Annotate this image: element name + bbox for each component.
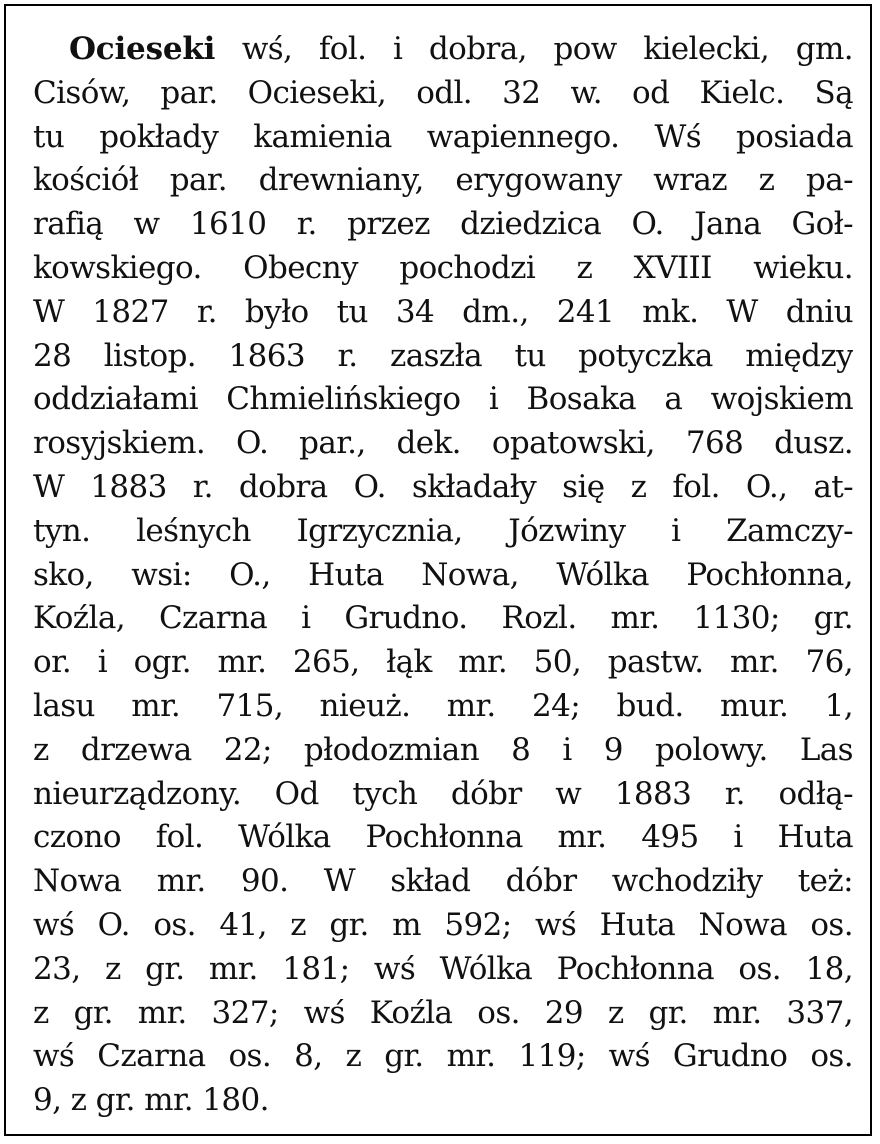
entry-line: kowskiego. Obecny pochodzi z XVIII wieku.	[33, 249, 853, 286]
entry-headword: Ocieseki	[69, 31, 216, 67]
entry-line: W 1827 r. było tu 34 dm., 241 mk. W dniu	[33, 293, 853, 330]
entry-line: tyn. leśnych Igrzycznia, Józwiny i Zamczy-	[33, 512, 853, 549]
entry-line: z drzewa 22; płodozmian 8 i 9 polowy. Las	[33, 731, 853, 768]
entry-line: z gr. mr. 327; wś Koźla os. 29 z gr. mr. 337,	[33, 994, 853, 1031]
entry-line-text: wś, fol. i dobra, pow kielecki, gm.	[215, 31, 853, 67]
entry-line: kościół par. drewniany, erygowany wraz z pa-	[33, 162, 853, 199]
entry-line: Cisów, par. Ocieseki, odl. 32 w. od Kielc. Są	[33, 74, 853, 111]
entry-line: lasu mr. 715, nieuż. mr. 24; bud. mur. 1,	[33, 687, 853, 724]
entry-line: rosyjskiem. O. par., dek. opatowski, 768 dusz.	[33, 425, 853, 462]
document-page	[4, 4, 872, 1136]
entry-line: or. i ogr. mr. 265, łąk mr. 50, pastw. mr. 76,	[33, 644, 853, 681]
entry-line: 23, z gr. mr. 181; wś Wólka Pochłonna os. 18,	[33, 950, 853, 987]
entry-line: sko, wsi: O., Huta Nowa, Wólka Pochłonna,	[33, 556, 853, 593]
entry-line: 9, z gr. mr. 180.	[33, 1082, 269, 1119]
entry-line: tu pokłady kamienia wapiennego. Wś posiada	[33, 118, 853, 155]
entry-line: rafią w 1610 r. przez dziedzica O. Jana Goł-	[33, 206, 853, 243]
entry-line: Nowa mr. 90. W skład dóbr wchodziły też:	[33, 863, 853, 900]
entry-line: wś O. os. 41, z gr. m 592; wś Huta Nowa os.	[33, 906, 853, 943]
entry-line: Koźla, Czarna i Grudno. Rozl. mr. 1130; gr.	[33, 600, 853, 637]
entry-line: nieurządzony. Od tych dóbr w 1883 r. odłą-	[33, 775, 853, 812]
entry-line	[33, 28, 853, 72]
entry-line: wś Czarna os. 8, z gr. mr. 119; wś Grudno os.	[33, 1038, 853, 1075]
entry-line: W 1883 r. dobra O. składały się z fol. O., at-	[33, 468, 853, 505]
entry-line: oddziałami Chmielińskiego i Bosaka a wojskiem	[33, 381, 853, 418]
gazetteer-entry	[33, 28, 853, 1123]
entry-line: 28 listop. 1863 r. zaszła tu potyczka między	[33, 337, 853, 374]
entry-line: czono fol. Wólka Pochłonna mr. 495 i Huta	[33, 819, 853, 856]
